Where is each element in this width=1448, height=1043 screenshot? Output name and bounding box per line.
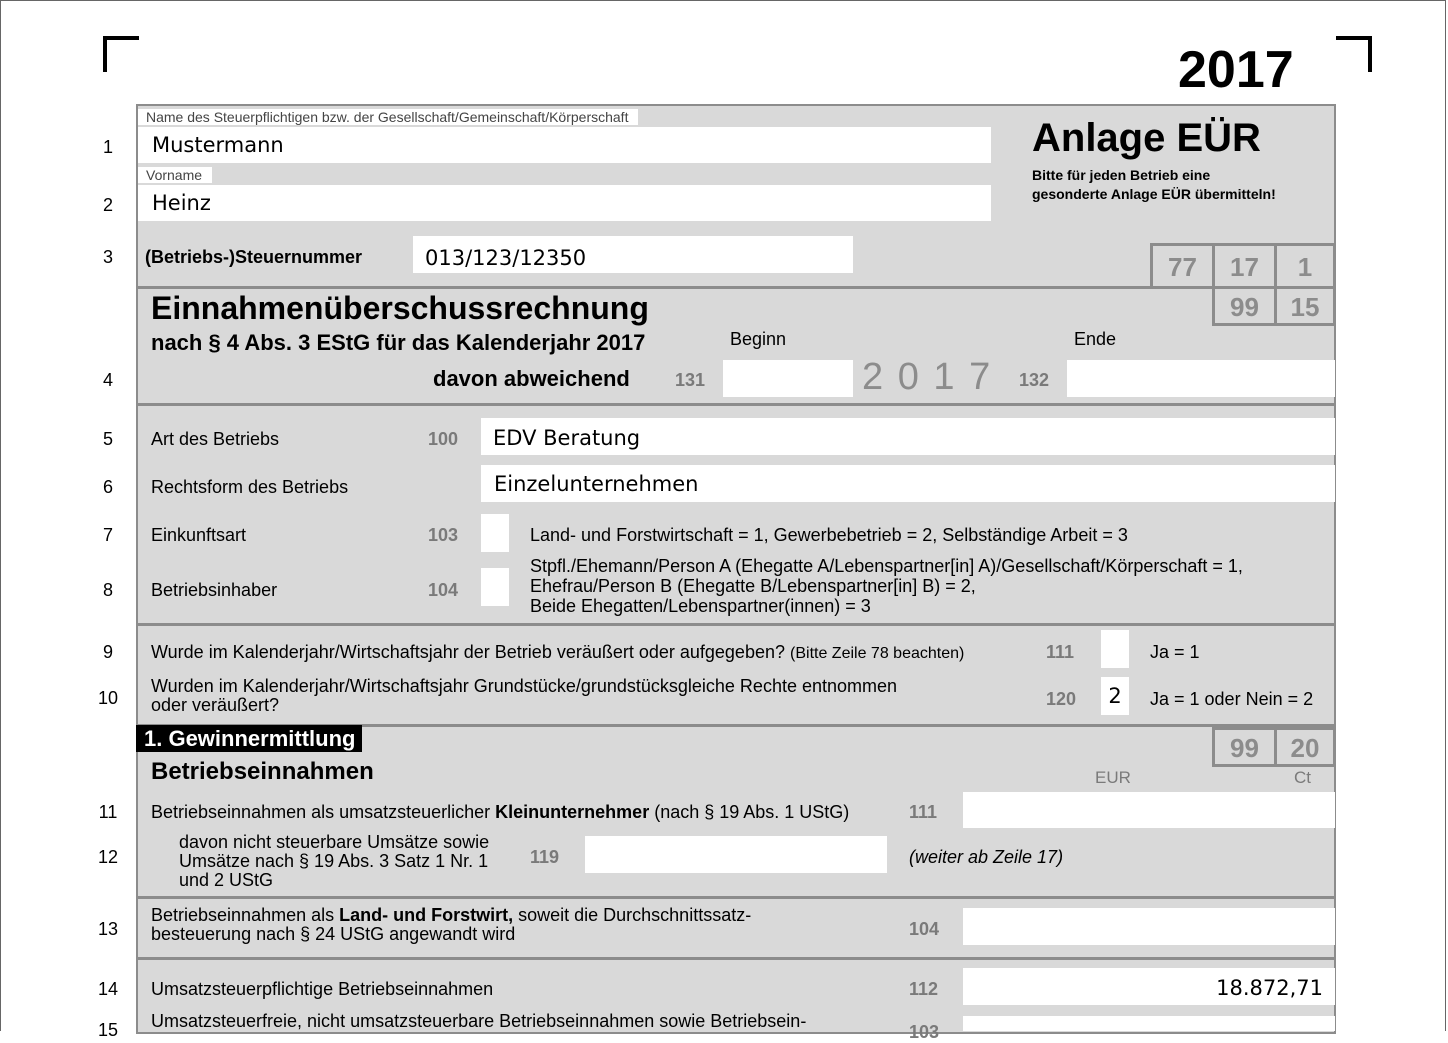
begin-date-field[interactable] <box>723 360 853 397</box>
r11-text: (nach § 19 Abs. 1 UStG) <box>649 802 850 822</box>
r11-label <box>151 802 849 822</box>
row-number: 2 <box>102 195 113 215</box>
business-type-value: EDV Beratung <box>493 426 641 450</box>
tax-number-field[interactable] <box>413 236 853 273</box>
q9-note: (Bitte Zeile 78 beachten) <box>790 645 965 662</box>
divider <box>136 403 1336 406</box>
eur-label: EUR <box>1095 768 1131 787</box>
firstname-field[interactable] <box>138 185 991 221</box>
code-box: 99 <box>1212 727 1277 767</box>
q9-text: Wurde im Kalenderjahr/Wirtschaftsjahr der Betrieb veräußert oder aufgegeben? <box>151 642 785 662</box>
q10-label <box>151 677 897 715</box>
owner-hint-line: Ehefrau/Person B (Ehegatte B/Lebenspartner[in] B) = 2, <box>530 576 976 596</box>
business-type-label: Art des Betriebs <box>151 429 280 449</box>
q9-hint: Ja = 1 <box>1150 642 1200 662</box>
row-number: 15 <box>97 1020 119 1040</box>
code-100: 100 <box>428 429 459 449</box>
r12-amount-field[interactable] <box>585 836 887 873</box>
r15-label: Umsatzsteuerfreie, nicht umsatzsteuerbare Betriebseinnahmen sowie Betriebsein- <box>151 1011 807 1031</box>
ct-label: Ct <box>1294 768 1311 787</box>
row-number: 11 <box>98 802 118 822</box>
row-number: 8 <box>102 580 113 600</box>
q10-field[interactable]: 2 <box>1101 677 1129 715</box>
code-box: 77 <box>1150 243 1215 289</box>
form-year: 2017 <box>1178 41 1294 99</box>
row-number: 6 <box>102 477 113 497</box>
owner-field[interactable] <box>481 568 509 606</box>
code-box: 15 <box>1274 286 1336 326</box>
q9-label <box>151 642 964 664</box>
code-box: 17 <box>1212 243 1277 289</box>
name-label: Name des Steuerpflichtigen bzw. der Gesellschaft/Gemeinschaft/Körperschaft <box>138 109 638 125</box>
r13-text-bold: Land- und Forstwirt, <box>339 905 514 925</box>
r13-label <box>151 906 751 944</box>
form-note-line: gesonderte Anlage EÜR übermitteln! <box>1032 186 1276 202</box>
crop-mark-top-right <box>1336 36 1372 72</box>
row-number: 12 <box>97 847 119 867</box>
r15-amount-field[interactable] <box>963 1016 1335 1031</box>
code-103: 103 <box>428 525 459 545</box>
r14-label: Umsatzsteuerpflichtige Betriebseinnahmen <box>151 979 494 999</box>
code-112: 112 <box>909 979 939 999</box>
form-title: Anlage EÜR <box>1032 116 1261 160</box>
legal-form-field[interactable] <box>481 465 1335 502</box>
row-number: 4 <box>102 370 113 390</box>
code-box: 1 <box>1274 243 1336 289</box>
r11-text: Betriebseinnahmen als umsatzsteuerlicher <box>151 802 496 822</box>
code-111: 111 <box>1046 642 1075 662</box>
income-type-label: Einkunftsart <box>151 525 247 545</box>
q10-hint: Ja = 1 oder Nein = 2 <box>1150 689 1314 709</box>
tax-number-label: (Betriebs-)Steuernummer <box>145 247 363 267</box>
row-number: 13 <box>97 919 119 939</box>
code-103: 103 <box>909 1022 940 1042</box>
owner-label: Betriebsinhaber <box>151 580 278 600</box>
q10-label-line: oder veräußert? <box>151 695 280 715</box>
divider <box>136 896 1336 899</box>
firstname-value: Heinz <box>152 191 211 215</box>
divider <box>136 286 1214 289</box>
row-number: 7 <box>102 525 113 545</box>
code-120: 120 <box>1046 689 1077 709</box>
code-box: 99 <box>1212 286 1277 326</box>
q10-label-line: Wurden im Kalenderjahr/Wirtschaftsjahr Grundstücke/grundstücksgleiche Rechte entnommen <box>151 676 898 696</box>
name-field[interactable] <box>138 127 991 163</box>
form-note-line: Bitte für jeden Betrieb eine <box>1032 167 1211 183</box>
r13-text: Betriebseinnahmen als <box>151 905 340 925</box>
firstname-label: Vorname <box>138 167 212 183</box>
owner-hint-line: Stpfl./Ehemann/Person A (Ehegatte A/Lebenspartner[in] A)/Gesellschaft/Körperschaft = 1, <box>530 556 1243 576</box>
r12-label-line: davon nicht steuerbare Umsätze sowie <box>179 832 490 852</box>
crop-mark-top-left <box>103 36 139 72</box>
row-number: 3 <box>102 247 113 267</box>
row-number: 1 <box>102 137 113 157</box>
r14-amount-field[interactable] <box>963 968 1335 1005</box>
r12-label-line: Umsätze nach § 19 Abs. 3 Satz 1 Nr. 1 <box>179 851 489 871</box>
q9-field[interactable] <box>1101 630 1129 668</box>
sub-title: nach § 4 Abs. 3 EStG für das Kalenderjahr 2017 <box>151 330 646 355</box>
r14-amount-value: 18.872,71 <box>1216 976 1323 1000</box>
business-type-field[interactable] <box>481 418 1335 455</box>
section-1-title: 1. Gewinnermittlung <box>136 725 362 752</box>
row-number: 10 <box>97 688 119 708</box>
section-1-subtitle: Betriebseinnahmen <box>151 758 374 785</box>
r12-label <box>179 833 489 890</box>
end-date-field[interactable] <box>1067 360 1335 397</box>
year-display: 2 0 1 7 <box>862 356 993 398</box>
r13-text: soweit die Durchschnittssatz- <box>513 905 752 925</box>
deviating-label: davon abweichend <box>433 366 630 391</box>
divider <box>136 957 1336 960</box>
income-type-field[interactable] <box>481 514 509 552</box>
r13-label-line: besteuerung nach § 24 UStG angewandt wird <box>151 924 516 944</box>
legal-form-label: Rechtsform des Betriebs <box>151 477 349 497</box>
begin-label: Beginn <box>730 329 787 349</box>
r11-text-bold: Kleinunternehmer <box>495 802 650 822</box>
row-number: 9 <box>102 642 113 662</box>
r13-amount-field[interactable] <box>963 908 1335 945</box>
code-104: 104 <box>909 919 940 939</box>
code-104: 104 <box>428 580 459 600</box>
r11-amount-field[interactable] <box>963 792 1335 828</box>
tax-number-value: 013/123/12350 <box>425 246 587 270</box>
code-131: 131 <box>675 370 706 390</box>
main-title: Einnahmenüberschussrechnung <box>151 290 649 326</box>
code-119: 119 <box>530 847 560 867</box>
code-box: 20 <box>1274 727 1336 767</box>
code-132: 132 <box>1019 370 1050 390</box>
divider <box>136 623 1336 626</box>
owner-hint <box>530 556 1243 616</box>
legal-form-value: Einzelunternehmen <box>494 472 699 496</box>
r12-label-line: und 2 UStG <box>179 870 274 890</box>
row-number: 14 <box>97 979 119 999</box>
form-note <box>1032 166 1276 204</box>
income-type-hint: Land- und Forstwirtschaft = 1, Gewerbebetrieb = 2, Selbständige Arbeit = 3 <box>530 525 1128 545</box>
code-111: 111 <box>909 802 938 822</box>
row-number: 5 <box>102 429 113 449</box>
owner-hint-line: Beide Ehegatten/Lebenspartner(innen) = 3 <box>530 596 871 616</box>
name-value: Mustermann <box>152 133 284 157</box>
end-label: Ende <box>1074 329 1117 349</box>
r12-note: (weiter ab Zeile 17) <box>909 847 1064 867</box>
